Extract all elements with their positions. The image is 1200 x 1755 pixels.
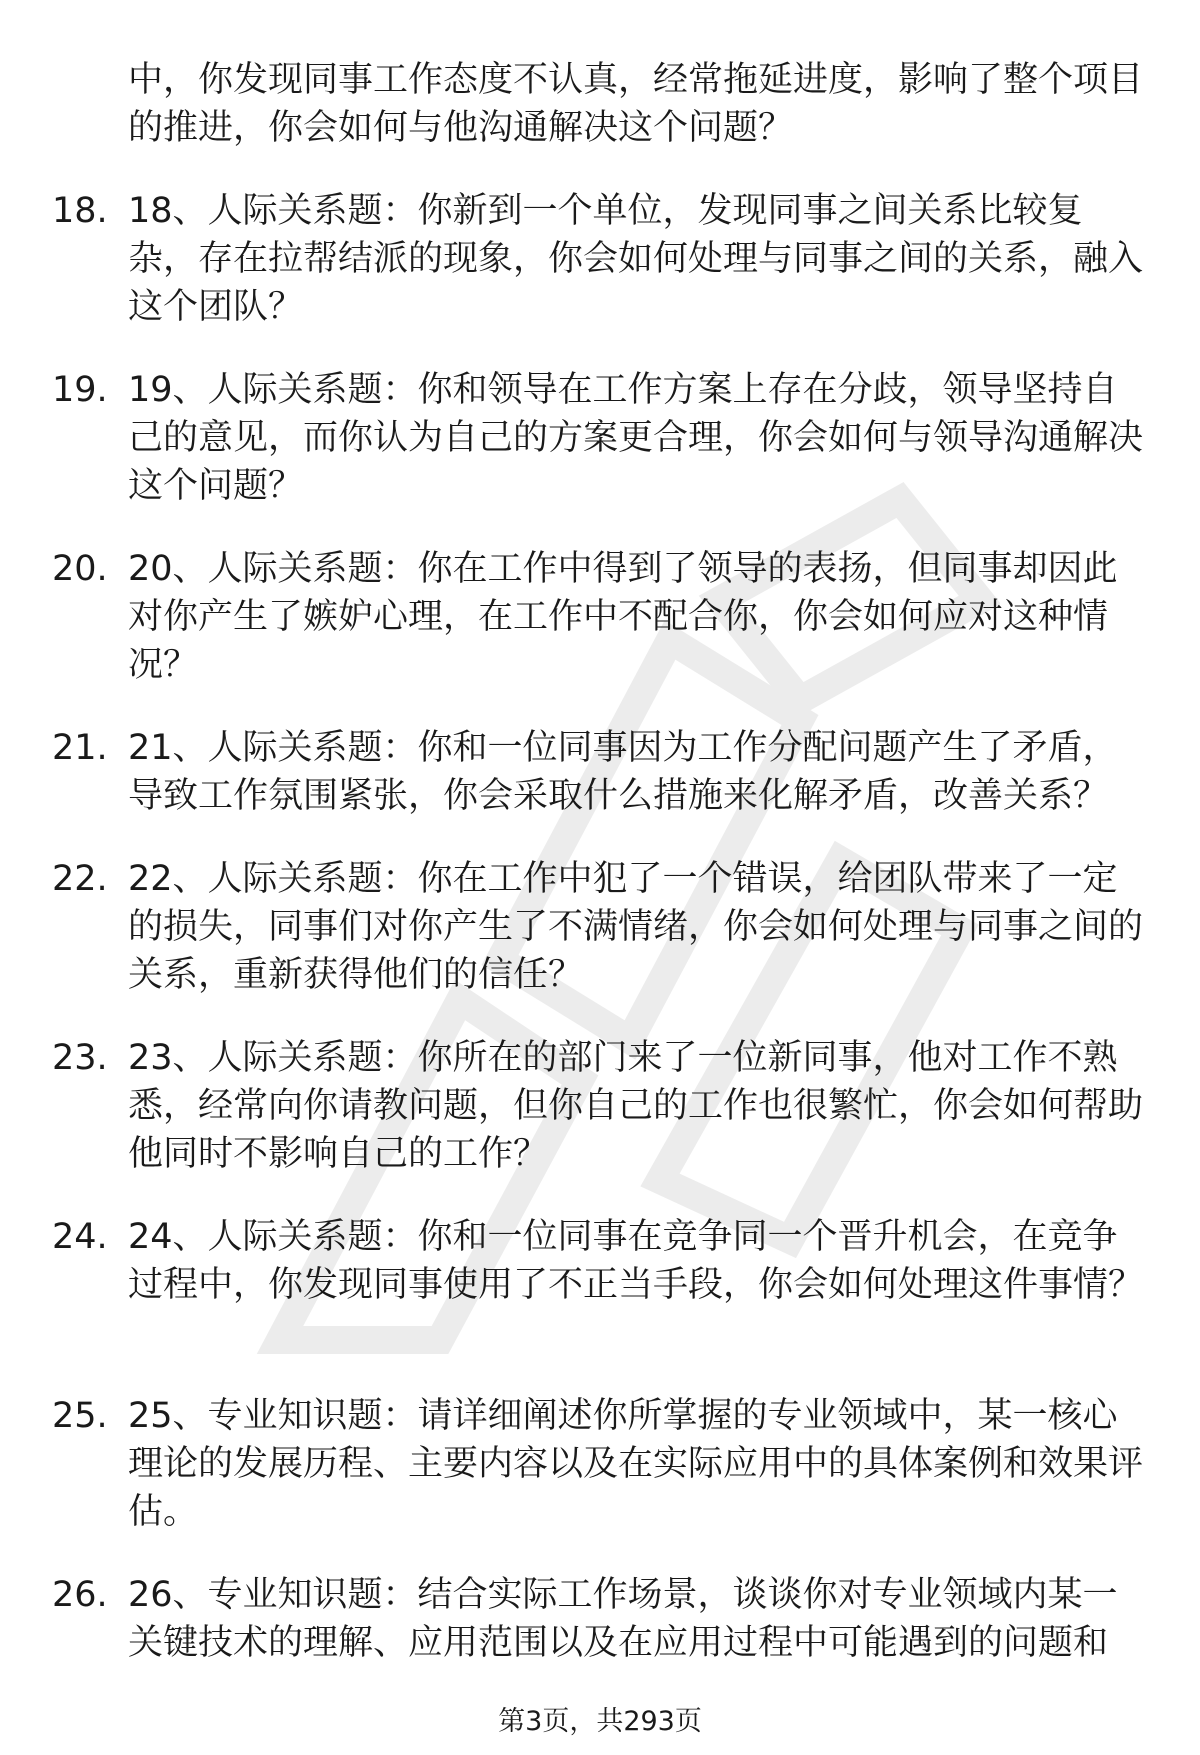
list-item <box>0 1392 1200 1536</box>
question-text: 19、人际关系题：你和领导在工作方案上存在分歧，领导坚持自己的意见，而你认为自己的方案更合理，你会如何与领导沟通解决这个问题？ <box>128 370 1144 506</box>
question-number: 18. <box>52 191 108 231</box>
question-number: 21. <box>52 728 108 768</box>
question-number: 23. <box>52 1038 108 1078</box>
question-text: 20、人际关系题：你在工作中得到了领导的表扬，但同事却因此对你产生了嫉妒心理，在工作中不配合你，你会如何应对这种情况？ <box>128 549 1118 685</box>
list-item <box>0 366 1200 510</box>
list-item <box>0 1213 1200 1357</box>
question-text: 25、专业知识题：请详细阐述你所掌握的专业领域中，某一核心理论的发展历程、主要内容以及在实际应用中的具体案例和效果评估。 <box>128 1396 1144 1532</box>
list-item <box>0 724 1200 820</box>
question-text: 23、人际关系题：你所在的部门来了一位新同事，他对工作不熟悉，经常向你请教问题，但你自己的工作也很繁忙，你会如何帮助他同时不影响自己的工作？ <box>128 1038 1144 1174</box>
question-text: 21、人际关系题：你和一位同事因为工作分配问题产生了矛盾，导致工作氛围紧张，你会采取什么措施来化解矛盾，改善关系？ <box>128 728 1118 816</box>
question-number: 25. <box>52 1396 108 1436</box>
question-text: 18、人际关系题：你新到一个单位，发现同事之间关系比较复杂，存在拉帮结派的现象，你会如何处理与同事之间的关系，融入这个团队？ <box>128 191 1144 327</box>
question-text: 26、专业知识题：结合实际工作场景，谈谈你对专业领域内某一关键技术的理解、应用范围以及在应用过程中可能遇到的问题和 <box>128 1575 1118 1663</box>
list-item <box>0 1571 1200 1667</box>
question-number: 20. <box>52 549 108 589</box>
question-number: 19. <box>52 370 108 410</box>
question-list <box>0 187 1200 1667</box>
list-item <box>0 187 1200 331</box>
list-item <box>0 855 1200 999</box>
page-footer: 第3页，共293页 <box>498 1706 702 1737</box>
question-text: 24、人际关系题：你和一位同事在竞争同一个晋升机会，在竞争过程中，你发现同事使用了不正当手段，你会如何处理这件事情？ <box>128 1217 1144 1305</box>
continuation-paragraph: 中，你发现同事工作态度不认真，经常拖延进度，影响了整个项目的推进，你会如何与他沟通解决这个问题？ <box>128 60 1144 148</box>
question-number: 24. <box>52 1217 108 1257</box>
question-number: 26. <box>52 1575 108 1615</box>
list-item <box>0 545 1200 689</box>
document-body <box>0 56 1200 1667</box>
question-number: 22. <box>52 859 108 899</box>
question-text: 22、人际关系题：你在工作中犯了一个错误，给团队带来了一定的损失，同事们对你产生了不满情绪，你会如何处理与同事之间的关系，重新获得他们的信任？ <box>128 859 1144 995</box>
list-item <box>0 1034 1200 1178</box>
